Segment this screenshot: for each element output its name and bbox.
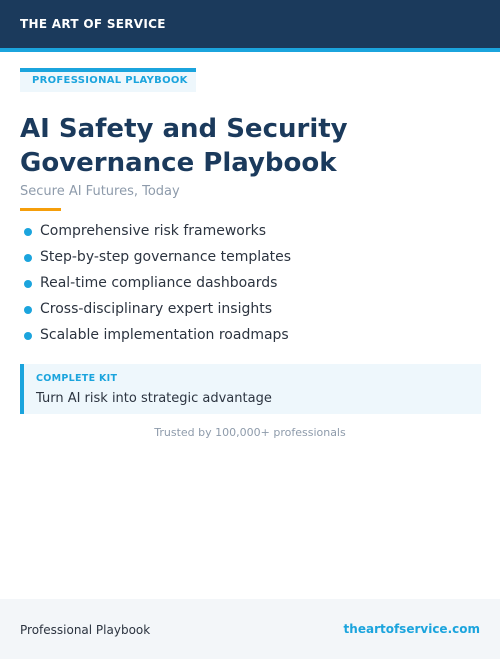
category-tag xyxy=(20,68,196,92)
bullet-dot-icon xyxy=(24,332,32,340)
website-link[interactable]: theartofservice.com xyxy=(343,622,480,636)
feature-list xyxy=(20,222,480,352)
feature-item xyxy=(20,274,480,300)
feature-item xyxy=(20,222,480,248)
feature-text: Comprehensive risk frameworks xyxy=(40,223,267,239)
bullet-dot-icon xyxy=(24,254,32,262)
feature-text: Scalable implementation roadmaps xyxy=(40,327,289,343)
feature-item xyxy=(20,326,480,352)
header-accent-stripe xyxy=(0,48,500,52)
subtitle: Secure AI Futures, Today xyxy=(20,184,180,199)
header-bar xyxy=(0,0,500,48)
category-tag-label: PROFESSIONAL PLAYBOOK xyxy=(32,75,188,86)
complete-kit-callout xyxy=(20,364,481,414)
feature-text: Step-by-step governance templates xyxy=(40,249,292,265)
complete-kit-text: Turn AI risk into strategic advantage xyxy=(36,391,272,406)
footer-label: Professional Playbook xyxy=(20,623,151,637)
page-title xyxy=(20,112,480,180)
footer-bar xyxy=(0,599,500,659)
feature-text: Real-time compliance dashboards xyxy=(40,275,278,291)
feature-text: Cross-disciplinary expert insights xyxy=(40,301,273,317)
page-title-line-2: Governance Playbook xyxy=(20,148,337,178)
feature-item xyxy=(20,248,480,274)
bullet-dot-icon xyxy=(24,280,32,288)
feature-item xyxy=(20,300,480,326)
brand-name: THE ART OF SERVICE xyxy=(20,17,166,31)
bullet-dot-icon xyxy=(24,306,32,314)
trust-statement: Trusted by 100,000+ professionals xyxy=(154,426,346,439)
bullet-dot-icon xyxy=(24,228,32,236)
complete-kit-label: COMPLETE KIT xyxy=(36,373,118,384)
page-title-line-1: AI Safety and Security xyxy=(20,114,348,144)
title-underline-accent xyxy=(20,208,61,211)
